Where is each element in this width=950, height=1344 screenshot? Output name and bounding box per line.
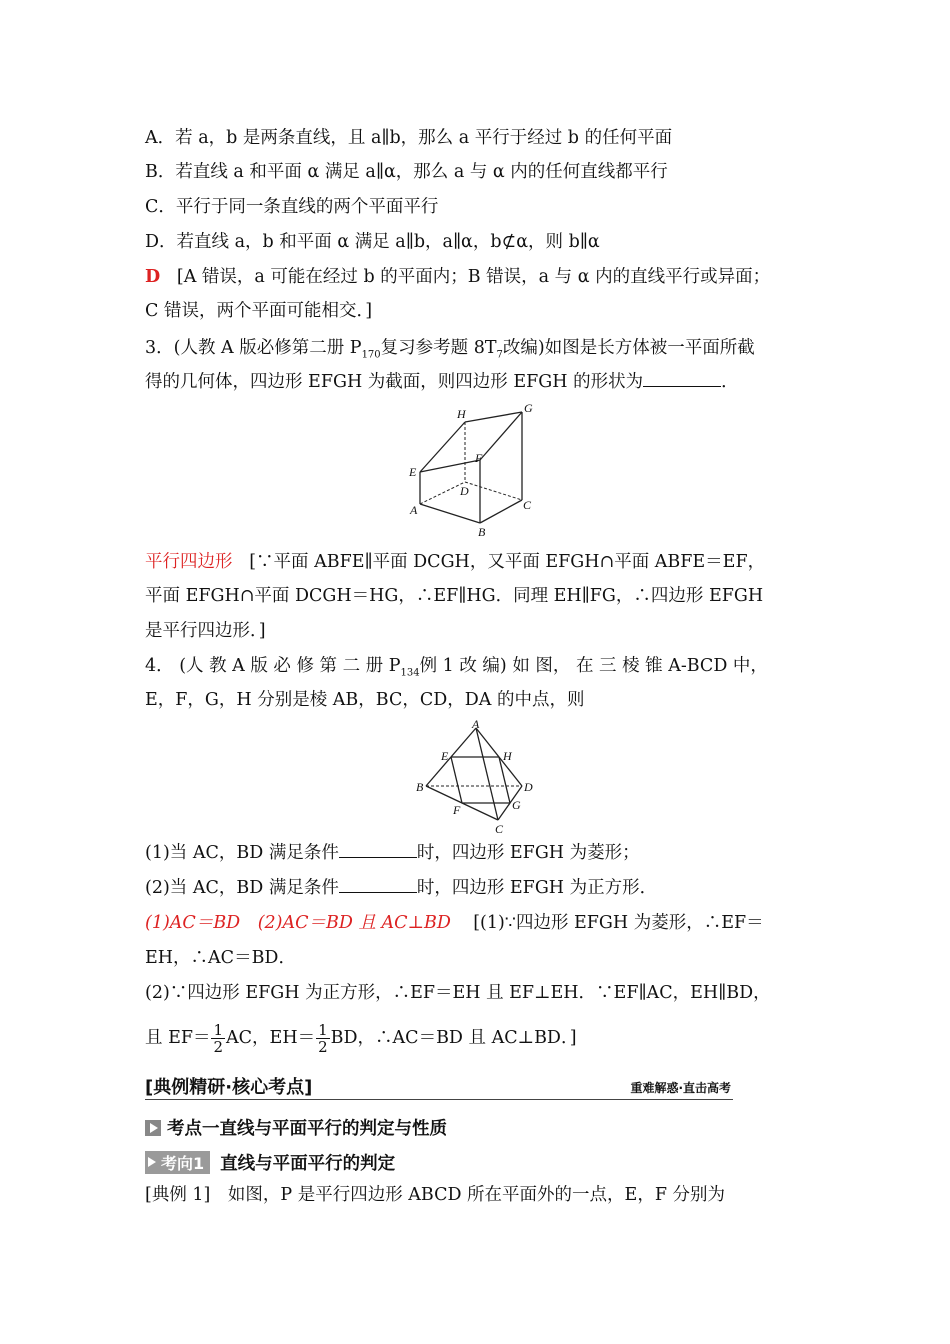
kaodian-heading: 考点一直线与平面平行的判定与性质 bbox=[145, 1115, 447, 1140]
answer4-text1: [(1)∵四边形 EFGH 为菱形，∴EF＝ bbox=[473, 913, 764, 933]
q3-line1: 3．(人教 A 版必修第二册 $P_{170}$复习参考题 $8T_7$改编)如图是长方体被一平面所截 bbox=[145, 338, 755, 361]
fig2-label-e: E bbox=[441, 749, 449, 763]
option-b: B．若直线 a 和平面 α 满足 a∥α，那么 a 与 α 内的任何直线都平行 bbox=[145, 162, 668, 182]
answer3-line2: 平面 EFGH∩平面 DCGH＝HG，∴EF∥HG．同理 EH∥FG，∴四边形 EFGH bbox=[145, 586, 764, 606]
fig2-label-d: D bbox=[524, 780, 533, 794]
fig1-label-h: H bbox=[457, 407, 466, 421]
answer2-line2: C 错误，两个平面可能相交．] bbox=[145, 301, 373, 321]
q4-line1: 4． (人 教 A 版 必 修 第 二 册 $P_{134}$例 1 改 编) 如 图， 在 三 棱 锥 A-BCD 中， bbox=[145, 656, 768, 679]
section-title: [典例精研·核心考点] bbox=[145, 1077, 313, 1098]
answer3-line3: 是平行四边形．] bbox=[145, 621, 266, 641]
fig2-label-c: C bbox=[495, 822, 504, 836]
q4-blank2 bbox=[339, 878, 417, 893]
section-subtitle: 重难解惑·直击高考 bbox=[630, 1081, 731, 1095]
q3-blank bbox=[643, 372, 721, 387]
answer2-letter: D bbox=[145, 267, 161, 287]
answer4-line1 bbox=[145, 911, 764, 935]
kaoxiang-tag: 考向1 bbox=[145, 1151, 210, 1174]
answer2-text1: [A 错误，a 可能在经过 b 的平面内；B 错误，a 与 α 内的直线平行或异面； bbox=[176, 267, 771, 287]
answer3-text1: [∵平面 ABFE∥平面 DCGH，又平面 EFGH∩平面 ABFE＝EF， bbox=[249, 552, 766, 572]
fraction-half-2: $\frac{1}{2}$ bbox=[318, 1021, 328, 1056]
answer4-line3: (2)∵四边形 EFGH 为正方形，∴EF＝EH 且 EF⊥EH．∵EF∥AC，EH∥BD， bbox=[145, 983, 771, 1003]
section-header bbox=[145, 1073, 733, 1100]
fig2-label-a: A bbox=[472, 717, 480, 731]
answer4-key: (1)AC＝BD (2)AC＝BD 且 AC⊥BD bbox=[145, 913, 451, 933]
fig2-label-b: B bbox=[416, 780, 424, 794]
fig1-label-f: F bbox=[475, 451, 483, 465]
q4-blank1 bbox=[339, 843, 417, 858]
figure-cuboid bbox=[400, 400, 540, 539]
fig1-label-g: G bbox=[524, 401, 533, 415]
fraction-half-1: $\frac{1}{2}$ bbox=[213, 1021, 224, 1056]
fig1-label-b: B bbox=[478, 525, 486, 539]
play-triangle-icon bbox=[145, 1120, 161, 1136]
figure-tetrahedron bbox=[410, 716, 550, 840]
option-c: C．平行于同一条直线的两个平面平行 bbox=[145, 197, 439, 217]
answer2-line1 bbox=[145, 265, 770, 289]
q4-part1: (1)当 AC，BD 满足条件 时，四边形 EFGH 为菱形； bbox=[145, 843, 640, 863]
answer3-key: 平行四边形 bbox=[145, 552, 233, 572]
answer4-line4: 且 EF＝ $\frac{1}{2}$ AC，EH＝ $\frac{1}{2}$ BD，∴AC＝BD 且 AC⊥BD．] bbox=[145, 1021, 577, 1056]
fig2-label-h: H bbox=[503, 749, 512, 763]
fig1-label-c: C bbox=[523, 498, 532, 512]
example-1: [典例 1] 如图，P 是平行四边形 ABCD 所在平面外的一点，E，F 分别为 bbox=[145, 1185, 726, 1205]
fig1-label-d: D bbox=[460, 484, 469, 498]
option-d: D．若直线 a，b 和平面 α 满足 a∥b，a∥α，b⊄α，则 b∥α bbox=[145, 232, 600, 252]
kaoxiang-heading bbox=[145, 1150, 395, 1175]
fig1-label-a: A bbox=[410, 503, 418, 517]
fig2-label-f: F bbox=[453, 803, 461, 817]
option-a: A．若 a，b 是两条直线，且 a∥b，那么 a 平行于经过 b 的任何平面 bbox=[145, 128, 673, 148]
q3-line2: 得的几何体，四边形 EFGH 为截面，则四边形 EFGH 的形状为 ． bbox=[145, 372, 739, 392]
q4-line2: E，F，G，H 分别是棱 AB，BC，CD，DA 的中点，则 bbox=[145, 690, 585, 710]
kaoxiang-title: 直线与平面平行的判定 bbox=[220, 1154, 396, 1174]
answer4-line2: EH，∴AC＝BD． bbox=[145, 948, 296, 968]
q4-part2: (2)当 AC，BD 满足条件 时，四边形 EFGH 为正方形． bbox=[145, 878, 658, 898]
fig2-label-g: G bbox=[512, 798, 521, 812]
fig1-label-e: E bbox=[409, 465, 417, 479]
answer3-line1 bbox=[145, 550, 765, 574]
